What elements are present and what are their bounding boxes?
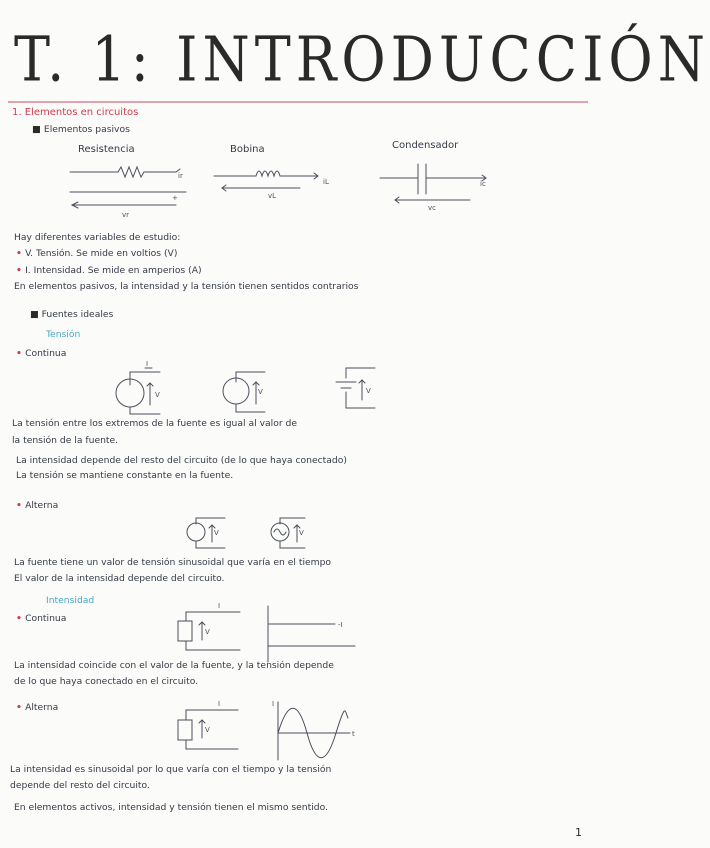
tension-continua-text: Continua [25,348,67,359]
label-v-2: V [258,388,263,396]
intensidad-heading: Intensidad [46,595,95,606]
label-v-4: V [214,529,219,537]
label-i-3: I [218,700,221,708]
passive-note: En elementos pasivos, la intensidad y la tensión tienen sentidos contrarios [14,281,359,292]
label-ir: ir [178,172,183,180]
intensidad-alterna-text: Alterna [25,702,59,713]
label-t-graph: t [352,730,355,738]
bullet-square-icon: ■ [32,124,44,135]
cont-para1-line2: la tensión de la fuente. [12,435,119,446]
i-alt-line2: depende del resto del circuito. [10,780,150,791]
cont-para2-line1: La intensidad depende del resto del circuito (de lo que haya conectado) [16,455,347,466]
capacitor-diagram [380,164,486,203]
label-i-2: I [218,602,221,610]
alt-para-line1: La fuente tiene un valor de tensión sinusoidal que varía en el tiempo [14,557,332,568]
cont-para2-line2: La tensión se mantiene constante en la fuente. [16,470,234,481]
bullet-dot-icon: • [16,248,26,259]
label-v-7: V [205,726,210,734]
label-ic: ic [480,180,486,188]
label-vr: vr [122,211,130,219]
bullet-dot-icon: • [16,613,26,624]
label-minus-i: -I [338,621,343,629]
intensidad-continua-text: Continua [25,613,67,624]
dc-current-graph [268,606,355,662]
label-bobina: Bobina [230,144,265,155]
label-condensador: Condensador [392,140,459,151]
bullet-square-icon: ■ [30,309,42,320]
label-v-3: V [366,387,371,395]
label-v-6: V [205,628,210,636]
label-v-1: V [155,391,160,399]
label-i-1: I [146,360,149,368]
bullet-dot-icon: • [16,702,26,713]
label-resistencia: Resistencia [78,144,135,155]
bullet-dot-icon: • [16,500,26,511]
bullet-dot-icon: • [16,348,26,359]
inductor-diagram [214,171,318,191]
variable-i-text: I. Intensidad. Se mide en amperios (A) [25,265,202,276]
label-v-5: V [299,529,304,537]
subheading-text: Elementos pasivos [43,124,130,135]
activos-note: En elementos activos, intensidad y tensión tienen el mismo sentido. [14,802,328,813]
page-title: T. 1: INTRODUCCIÓN [14,23,710,96]
alt-para-line2: El valor de la intensidad depende del circuito. [14,573,225,584]
label-vc: vc [428,204,436,212]
i-alt-line1: La intensidad es sinusoidal por lo que varía con el tiempo y la tensión [10,764,332,775]
label-plus: + [172,194,178,202]
i-cont-line1: La intensidad coincide con el valor de la fuente, y la tensión depende [14,660,334,671]
variables-intro: Hay diferentes variables de estudio: [14,232,181,243]
bullet-dot-icon: • [16,265,26,276]
variable-v-text: V. Tensión. Se mide en voltios (V) [25,248,178,259]
section-heading: 1. Elementos en circuitos [12,107,139,118]
i-cont-line2: de lo que haya conectado en el circuito. [14,676,199,687]
label-il: iL [323,178,329,186]
tension-heading: Tensión [46,329,81,340]
ac-voltage-source-diagram-1 [187,518,225,548]
resistor-diagram [70,167,186,208]
cont-para1-line1: La tensión entre los extremos de la fuente es igual al valor de [12,418,298,429]
dc-voltage-source-diagram-1 [116,368,160,414]
fuentes-heading-text: Fuentes ideales [41,309,114,320]
label-vl: vL [268,192,277,200]
page-number: 1 [575,826,582,839]
label-i-graph: I [272,700,275,708]
ac-current-graph [278,702,350,760]
tension-alterna-text: Alterna [25,500,59,511]
